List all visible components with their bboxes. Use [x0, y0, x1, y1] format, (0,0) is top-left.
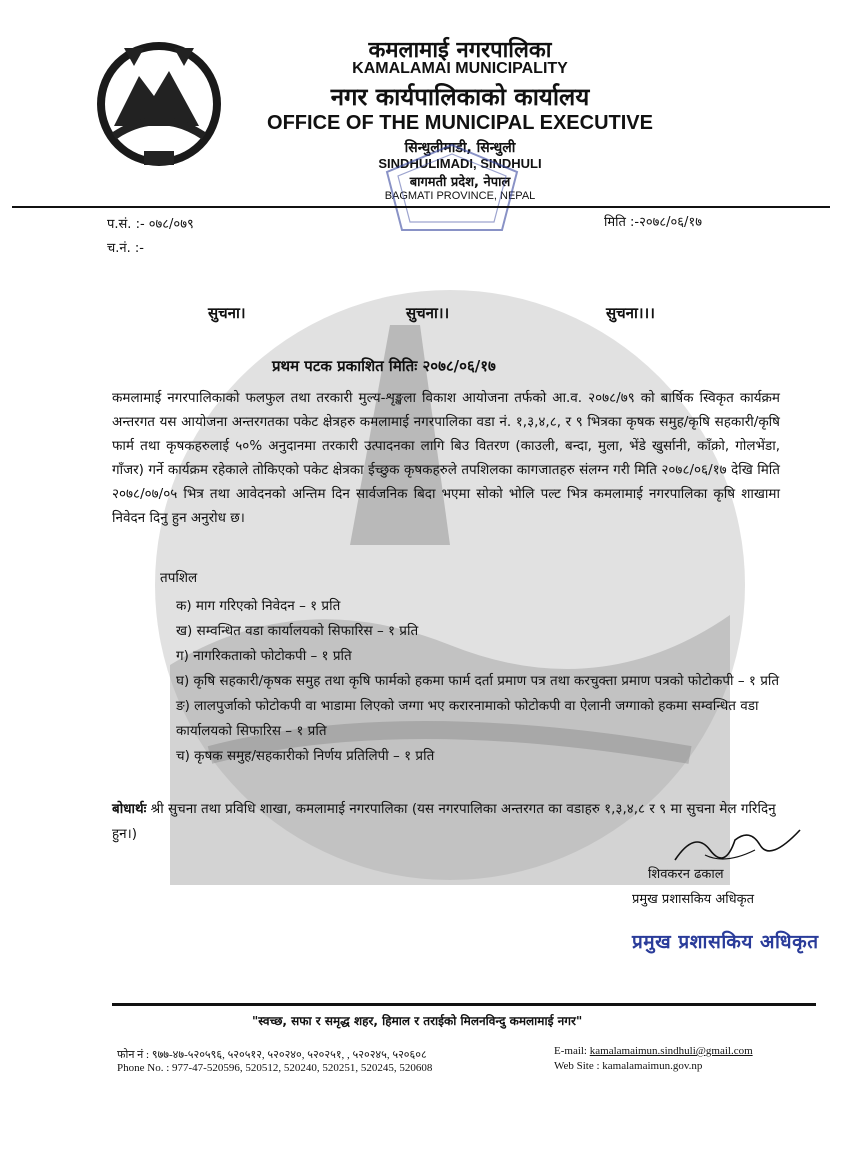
header-divider: [12, 206, 830, 208]
list-item: घ) कृषि सहकारी/कृषक समुह तथा कृषि फार्मको हकमा फार्म दर्ता प्रमाण पत्र तथा करचुक्ता प्रमाण पत्रको फोटोकपी – १ प्रति: [176, 673, 780, 689]
municipality-slogan: "स्वच्छ, सफा र समृद्ध शहर, हिमाल र तराईको मिलनविन्दु कमलामाई नगर": [252, 1014, 583, 1028]
letter-date: मिति :-२०७८/०६/१७: [604, 215, 702, 230]
list-item: च) कृषक समुह/सहकारीको निर्णय प्रतिलिपी – १ प्रति: [176, 748, 435, 764]
office-name-en: OFFICE OF THE MUNICIPAL EXECUTIVE: [267, 112, 653, 134]
location-en: SINDHULIMADI, SINDHULI: [378, 156, 542, 171]
phone-numbers-en: Phone No. : 977-47-520596, 520512, 520240, 520251, 520245, 520608: [117, 1062, 433, 1074]
published-date: प्रथम पटक प्रकाशित मितिः २०७८/०६/१७: [272, 357, 496, 375]
notice-heading-3: सुचना।।।: [606, 304, 655, 322]
cc-label: बोधार्थः: [112, 801, 147, 817]
official-seal: प्रमुख प्रशासकिय अधिकृत: [632, 931, 819, 953]
list-item: क) माग गरिएको निवेदन – १ प्रति: [176, 598, 341, 614]
email-link[interactable]: kamalamaimun.sindhuli@gmail.com: [589, 1045, 753, 1057]
signer-title: प्रमुख प्रशासकिय अधिकृत: [632, 892, 755, 907]
province-en: BAGMATI PROVINCE, NEPAL: [384, 190, 536, 202]
signer-name: शिवकरन ढकाल: [648, 867, 724, 882]
municipality-name-np: कमलामाई नगरपालिका: [368, 38, 552, 63]
email-label: E-mail:: [554, 1045, 587, 1057]
office-name-np: नगर कार्यपालिकाको कार्यालय: [330, 83, 590, 111]
list-item: ङ) लालपुर्जाको फोटोकपी वा भाडामा लिएको जग्गा भए करारनामाको फोटोकपी वा ऐलानी जग्गाको हकमा सम्वन्धित वडा कार्यालयको सिफारिस – १ प्रति: [176, 698, 759, 739]
office-stamp: [382, 142, 522, 237]
list-item: ख) सम्वन्धित वडा कार्यालयको सिफारिस – १ प्रति: [176, 623, 419, 639]
details-label: तपशिल: [160, 570, 198, 586]
list-item: ग) नागरिकताको फोटोकपी – १ प्रति: [176, 648, 352, 664]
notice-heading-2: सुचना।।: [406, 304, 450, 322]
website-line: Web Site : kamalamaimun.gov.np: [554, 1060, 703, 1072]
province-np: बागमती प्रदेश, नेपाल: [409, 175, 511, 190]
required-documents-list: [176, 594, 782, 769]
dispatch-number: च.नं. :-: [107, 241, 144, 256]
notice-body: कमलामाई नगरपालिकाको फलफुल तथा तरकारी मुल्य-शृङ्खला विकाश आयोजना तर्फको आ.व. २०७८/७९ को बार्षिक स्विकृत कार्यक्रम अन्तरगत यस आयोजना अन्तरगतका पकेट क्षेत्रहरु कमलामाई नगरपालिका वडा नं. १,३,४,८, र ९ भित्रका कृषक समुह/कृषि सहकारी/कृषि फार्म तथा कृषकहरुलाई ५०% अनुदानमा तरकारी उत्पादनका लागि बिउ वितरण (काउली, बन्दा, मुला, भेंडे खुर्सानी, काँक्रो, गोलभेंडा, गाँजर) गर्ने कार्यक्रम रहेकाले तोकिएको पकेट क्षेत्रका ईच्छुक कृषकहरुले तपशिलका कागजातहरु संलग्न गरी मिति २०७८/०६/१७ देखि मिति २०७८/०७/०५ भित्र तथा आवेदनको अन्तिम दिन सार्वजनिक बिदा भएमा सोको भोलि पल्ट भित्र कमलामाई नगरपालिका कृषि शाखामा निवेदन दिनु हुन अनुरोध छ।: [112, 390, 780, 526]
location-np: सिन्धुलीमाडी, सिन्धुली: [404, 140, 516, 156]
footer-divider: [112, 1003, 816, 1006]
notice-heading-1: सुचना।: [208, 304, 246, 322]
reference-number: प.सं. :- ०७८/०७९: [107, 217, 194, 232]
email-line: [554, 1045, 753, 1057]
nepal-emblem-logo: [84, 26, 234, 176]
phone-numbers-np: फोन नं : ९७७-४७-५२०५९६, ५२०५१२, ५२०२४०, ५२०२५१, , ५२०२४५, ५२०६०८: [117, 1049, 427, 1061]
municipality-name-en: KAMALAMAI MUNICIPALITY: [352, 60, 568, 77]
cc-text: श्री सुचना तथा प्रविधि शाखा, कमलामाई नगरपालिका (यस नगरपालिका अन्तरगत का वडाहरु १,३,४,८ र ९ मा सुचना मेल गरिदिनु हुन।): [112, 801, 776, 842]
